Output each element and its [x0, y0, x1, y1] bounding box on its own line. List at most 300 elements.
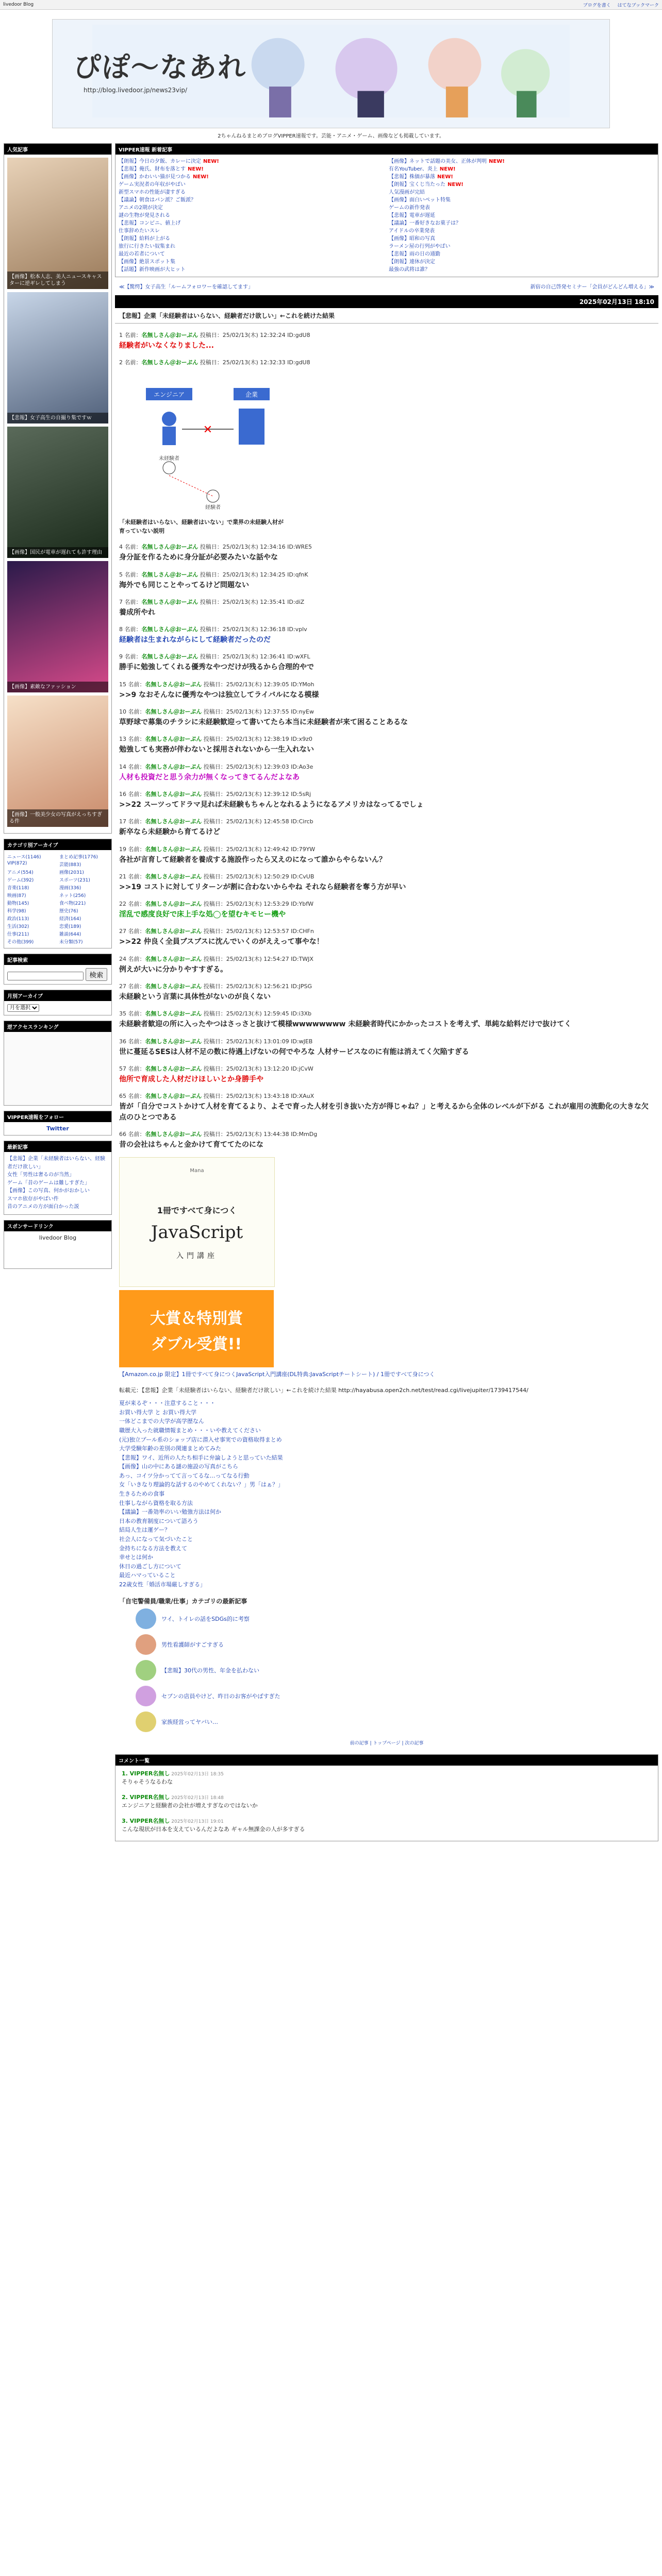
new-badge: NEW!	[188, 166, 204, 172]
news-link[interactable]: 【画像】ネットで話題の美女、正体が判明 NEW!	[389, 159, 505, 164]
comment-time: 2025年02月13日 18:48	[170, 1795, 224, 1801]
post-meta	[119, 927, 654, 935]
recent-link[interactable]: 女性「男性は奢るのが当然」	[7, 1172, 74, 1178]
ranking-heading: 逆アクセスランキング	[4, 1021, 111, 1032]
post-number: 35 名前：	[119, 1010, 145, 1018]
news-list-left	[119, 158, 385, 274]
post-body: 他所で育成した人材だけほしいとか身勝手や	[119, 1075, 263, 1083]
comment-text: そりゃそうなるわな	[122, 1778, 173, 1785]
news-link[interactable]: ゲーム実況者の年収がやばい	[119, 182, 186, 188]
archive-link[interactable]: 芸能(883)	[59, 862, 81, 868]
post-body: >>19 コストに対してリターンが割に合わないからやね それなら経験者を奪う方が早い	[119, 883, 406, 891]
archive-link[interactable]: 科学(98)	[7, 909, 26, 914]
comment-time: 2025年02月13日 18:35	[170, 1771, 224, 1777]
archive-link[interactable]: 経済(164)	[59, 917, 81, 922]
comment-post	[119, 570, 654, 590]
comment-header	[122, 1793, 652, 1802]
archive-link[interactable]: 雑談(644)	[59, 932, 81, 937]
category-thumb[interactable]	[136, 1660, 156, 1681]
archive-link[interactable]: 食べ物(221)	[59, 901, 86, 906]
post-body: 身分証を作るために身分証が必要みたいな話やな	[119, 553, 278, 562]
post-number: 10 名前：	[119, 708, 145, 716]
category-item[interactable]	[136, 1608, 654, 1629]
category-link[interactable]: ワイ、トイレの話をSDGs的に考察	[161, 1615, 250, 1622]
comment-post	[119, 817, 654, 837]
news-link[interactable]: 【話題】新作映画が大ヒット	[119, 267, 186, 273]
comment-post	[119, 982, 654, 1002]
popular-thumb[interactable]	[7, 158, 108, 289]
category-item[interactable]	[136, 1686, 654, 1706]
related-link[interactable]: 仕事しながら資格を取る方法	[119, 1499, 193, 1506]
search-heading: 記事検索	[4, 954, 111, 965]
comment	[122, 1817, 652, 1834]
news-box	[115, 143, 658, 277]
recent-link[interactable]: 【画像】この写真、何かがおかしい	[7, 1188, 90, 1194]
ad-caption[interactable]: 【Amazon.co.jp 限定】1冊ですべて身につくJavaScript入門講座(DL特典:JavaScriptチートシート) / 1冊ですべて身につく	[119, 1371, 435, 1378]
popular-caption[interactable]: 【画像】松本人志、美人ニュースキャスターに逆ギレしてしまう	[7, 272, 108, 289]
post-info: 投稿日：25/02/13(木) 13:12:20 ID:jCvW	[202, 1065, 313, 1072]
news-link[interactable]: 新型スマホの性能が凄すぎる	[119, 190, 186, 195]
archive-heading: カテゴリ別アーカイブ	[4, 839, 111, 850]
monthly-select[interactable]	[7, 1004, 39, 1012]
archive-link[interactable]: 歴史(76)	[59, 909, 78, 914]
archive-link[interactable]: 仕事(211)	[7, 932, 29, 937]
book-ad[interactable]	[119, 1157, 275, 1287]
main-column	[115, 143, 658, 1841]
post-body: 世に蔓延るSESは人材不足の数に待遇上げないの何でやろな 人材サービスなのに有能は消えてく欠陥すぎる	[119, 1047, 469, 1056]
comment-post	[119, 927, 654, 947]
related-link[interactable]: 最近ハマっていること	[119, 1572, 176, 1579]
article-nav	[119, 282, 654, 290]
post-meta	[119, 598, 654, 606]
recent-heading: 最新記事	[4, 1141, 111, 1152]
related-link[interactable]: 休日の過ごし方について	[119, 1563, 181, 1570]
banner-line2: ダブル受賞!!	[151, 1335, 242, 1354]
comment-post	[119, 598, 654, 618]
news-link[interactable]: 最近の若者について	[119, 251, 165, 257]
related-link[interactable]: 社会人になって気づいたこと	[119, 1536, 193, 1543]
category-item[interactable]	[136, 1711, 654, 1732]
archive-link[interactable]: 生活(302)	[7, 924, 29, 929]
diagram-image	[136, 378, 290, 512]
post-info: 投稿日：25/02/13(木) 13:01:09 ID:wJEB	[202, 1038, 313, 1045]
article-title[interactable]: 【悲報】企業「未経験者はいらない、経験者だけ欲しい」←これを続けた結果	[115, 308, 658, 324]
poster-name: 名無しさん＠おーぷん	[145, 1010, 202, 1018]
sponsor-link[interactable]: livedoor Blog	[39, 1234, 77, 1241]
news-link[interactable]: 最強の武将は誰？	[389, 267, 430, 273]
book-line1: 1冊ですべて身につく	[157, 1206, 237, 1216]
news-link[interactable]: 【画像】絶景スポット集	[119, 259, 175, 265]
popular-caption[interactable]: 【画像】素敵なファッション	[7, 682, 108, 692]
post-info: 投稿日：25/02/13(木) 12:32:33 ID:gdU8	[198, 359, 310, 366]
news-link[interactable]: 人気漫画が完結	[389, 190, 425, 195]
post-body: 人材も投資だと思う余力が無くなってきてるんだよなあ	[119, 773, 300, 782]
search-button[interactable]: 検索	[86, 968, 108, 981]
post-meta	[119, 845, 654, 853]
related-link[interactable]: お買い得大学 と お買い得大学	[119, 1409, 196, 1416]
post-body: 淫乱で感度良好で床上手な処◯を望むキモヒー機や	[119, 910, 286, 919]
category-link[interactable]: 男性看護師がすごすぎる	[161, 1641, 224, 1648]
post-number: 2 名前：	[119, 359, 142, 366]
prev-article-link[interactable]: ≪【驚愕】女子高生「ルームフォロワーを確認してます」	[119, 284, 253, 290]
related-link[interactable]: 生きるための食事	[119, 1490, 164, 1498]
archive-link[interactable]: アニメ(554)	[7, 870, 34, 875]
comment-text: エンジニアと経験者の会社が増えすぎなのではないか	[122, 1802, 258, 1809]
news-link[interactable]: 【朗報】連休が決定	[389, 259, 435, 265]
archive-link[interactable]: ニュース(1146)	[7, 855, 41, 860]
post-meta	[119, 872, 654, 880]
category-item[interactable]	[136, 1634, 654, 1655]
post-info: 投稿日：25/02/13(木) 12:35:41 ID:diZ	[198, 598, 305, 605]
news-list-right	[389, 158, 655, 274]
popular-thumb[interactable]	[7, 561, 108, 692]
poster-name: 名無しさん＠おーぷん	[145, 845, 202, 853]
post-number: 65 名前：	[119, 1093, 145, 1100]
post-number: 15 名前：	[119, 681, 145, 688]
post-meta	[119, 955, 654, 963]
recent-link[interactable]: 【悲報】企業「未経験者はいらない、経験者だけ欲しい」	[7, 1156, 105, 1170]
post-info: 投稿日：25/02/13(木) 12:38:19 ID:x9z0	[202, 736, 312, 743]
comment-header	[122, 1770, 652, 1778]
post-number: 13 名前：	[119, 736, 145, 743]
post-number: 1 名前：	[119, 332, 142, 338]
post-info: 投稿日：25/02/13(木) 12:39:05 ID:YMoh	[202, 681, 315, 688]
post-info: 投稿日：25/02/13(木) 13:44:38 ID:MmDg	[202, 1130, 318, 1138]
popular-caption[interactable]: 【画像】一般美少女の写真がえっちすぎる件	[7, 809, 108, 827]
poster-name: 名無しさん＠おーぷん	[145, 736, 202, 743]
poster-name: 名無しさん＠おーぷん	[145, 708, 202, 716]
comment-post	[119, 1064, 654, 1084]
bookmark-link[interactable]: はてなブックマーク	[617, 3, 659, 8]
post-number: 9 名前：	[119, 653, 142, 660]
related-link[interactable]: 22歳女性「婚活市場厳しすぎる」	[119, 1581, 206, 1588]
post-info: 投稿日：25/02/13(木) 12:53:29 ID:YbfW	[202, 901, 314, 908]
post-info: 投稿日：25/02/13(木) 12:36:41 ID:wXFL	[198, 653, 310, 660]
news-link[interactable]: 【朗報】宝くじ当たった NEW!	[389, 182, 464, 188]
post-body: 各社が言育して経験者を養成する施設作ったら又えのになって誰からやらないん？	[119, 855, 386, 864]
post-meta	[119, 625, 654, 633]
category-list	[115, 1608, 658, 1732]
related-link[interactable]: 幸せとは何か	[119, 1554, 153, 1561]
archive-link[interactable]: ゲーム(392)	[7, 878, 34, 883]
diagram-label-engineer: エンジニア	[154, 391, 185, 399]
site-logo[interactable]: ぴぽ〜なあれ	[73, 50, 246, 83]
post-info: 投稿日：25/02/13(木) 12:34:16 ID:WRE5	[198, 544, 312, 551]
news-link[interactable]: 【画像】昭和の写真	[389, 236, 435, 242]
news-link[interactable]: 旅行に行きたい奴集まれ	[119, 244, 175, 249]
archive-link[interactable]: 漫画(336)	[59, 886, 81, 891]
comment-post	[119, 900, 654, 920]
diagram-label-newcomer: 未経験者	[159, 456, 179, 462]
news-link[interactable]: アイドルの卒業発表	[389, 228, 435, 234]
posts-rest	[115, 543, 658, 1150]
post-number: 16 名前：	[119, 790, 145, 798]
related-link[interactable]: 女「いきなり理論的な話するのやめてくれない？」男「はぁ？」	[119, 1481, 284, 1488]
news-link[interactable]: ラーメン屋の行列がやばい	[389, 244, 451, 249]
news-link[interactable]: 【悲報】株価が暴落 NEW!	[389, 174, 453, 180]
search-box	[4, 954, 112, 985]
post-meta	[119, 1130, 654, 1138]
category-thumb[interactable]	[136, 1634, 156, 1655]
popular-caption[interactable]: 【悲報】女子高生の自撮り集ですｗ	[7, 413, 108, 423]
archive-link[interactable]: 未分類(57)	[59, 940, 83, 945]
category-link[interactable]: 家族経営ってヤバい…	[161, 1718, 218, 1725]
left-sidebar	[4, 143, 112, 1841]
archive-link[interactable]: 動物(145)	[7, 901, 29, 906]
news-link[interactable]: 【画像】面白いペット特集	[389, 197, 451, 203]
comment-post	[119, 543, 654, 563]
popular-thumb[interactable]	[7, 292, 108, 423]
post-info: 投稿日：25/02/13(木) 12:50:29 ID:CvUB	[202, 873, 315, 880]
new-badge: NEW!	[489, 159, 505, 164]
twitter-heading: VIPPER速報をフォロー	[4, 1111, 111, 1122]
new-badge: NEW!	[203, 159, 219, 164]
related-link[interactable]: 【悲報】ワイ、近所の人たち相手に弁論しようと思っていた結果	[119, 1454, 283, 1461]
post-number: 24 名前：	[119, 955, 145, 962]
post-body: 未経験者歓迎の所に入ったやつはさっさと抜けて模様wwwwwwww 未経験者時代にかかったコストを考えず、単純な給料だけで抜けてく	[119, 1020, 572, 1029]
related-link[interactable]: 一体どこまでの大学が高学歴なん	[119, 1418, 204, 1425]
banner-line1: 大賞＆特別賞	[150, 1310, 243, 1328]
popular-thumb[interactable]	[7, 427, 108, 558]
post-meta	[119, 762, 654, 771]
poster-name: 名無しさん＠おーぷん	[141, 653, 198, 660]
post-info: 投稿日：25/02/13(木) 12:32:24 ID:gdU8	[198, 332, 310, 338]
post-info: 投稿日：25/02/13(木) 12:53:57 ID:CHFn	[202, 928, 314, 935]
source-link[interactable]: 転載元：【悲報】企業「未経験者はいらない、経験者だけ欲しい」←これを続けた結果 http://hayabusa.open2ch.net/test/read.cgi/livejupiter/1739417544/	[119, 1386, 528, 1394]
category-link[interactable]: セブンの店員やけど、昨日のお客がやばすぎた	[161, 1692, 280, 1700]
post-meta	[119, 790, 654, 798]
post-info: 投稿日：25/02/13(木) 12:34:25 ID:qfnK	[198, 571, 308, 578]
news-link[interactable]: 【議論】朝食はパン派？ご飯派？	[119, 197, 196, 203]
commenter-name: 2. VIPPER名無し	[122, 1793, 170, 1801]
related-link[interactable]: 金持ちになる方法を教えて	[119, 1545, 187, 1552]
poster-name: 名無しさん＠おーぷん	[141, 571, 198, 578]
next-article-link[interactable]: 新宿の自己啓発セミナー「会員がどんどん増える」≫	[530, 284, 654, 290]
news-link[interactable]: アニメの2期が決定	[119, 205, 163, 211]
comment-post	[119, 331, 654, 351]
comment	[122, 1770, 652, 1786]
news-link[interactable]: 【悲報】俺氏、財布を落とす NEW!	[119, 166, 204, 172]
post-info: 投稿日：25/02/13(木) 12:37:55 ID:nyEw	[202, 708, 315, 716]
related-link[interactable]: (元)独立プール系のショップ店に潜入せ事実での資格取得まとめ	[119, 1436, 282, 1443]
comment	[122, 1793, 652, 1810]
post-number: 7 名前：	[119, 598, 142, 605]
comment-post	[119, 790, 654, 810]
news-link[interactable]: 仕事辞めたいスレ	[119, 228, 160, 234]
poster-name: 名無しさん＠おーぷん	[145, 1093, 202, 1100]
poster-name: 名無しさん＠おーぷん	[145, 955, 202, 962]
category-thumb[interactable]	[136, 1686, 156, 1706]
recent-link[interactable]: 昔のアニメの方が面白かった説	[7, 1204, 79, 1210]
comment-post	[119, 1037, 654, 1057]
post-number: 21 名前：	[119, 873, 145, 880]
comment-post	[119, 1092, 654, 1123]
top-bar	[0, 0, 662, 10]
poster-name: 名無しさん＠おーぷん	[145, 1065, 202, 1072]
related-link[interactable]: 夏が来るぞ・・・注意すること・・・	[119, 1400, 216, 1407]
poster-name: 名無しさん＠おーぷん	[141, 598, 198, 605]
popular-caption[interactable]: 【画像】国民が電車が遅れても許す理由	[7, 547, 108, 558]
site-url: http://blog.livedoor.jp/news23vip/	[84, 87, 187, 94]
comment-text: こんな現状が日本を支えているんだよなあ ギャル無課金の人が多すぎる	[122, 1825, 305, 1833]
award-banner[interactable]	[119, 1290, 274, 1367]
related-list	[119, 1399, 654, 1589]
sponsor-heading: スポンサードリンク	[4, 1221, 111, 1231]
book-line3: 入門講座	[176, 1252, 218, 1261]
post-info: 投稿日：25/02/13(木) 13:43:18 ID:XAuX	[202, 1093, 315, 1100]
news-link[interactable]: 【悲報】雨の日の通勤	[389, 251, 440, 257]
post-body: 経験者がいなくなりました...	[119, 342, 214, 350]
post-body: 例えが大いに分かりやすすぎる。	[119, 965, 228, 974]
monthly-box	[4, 990, 112, 1015]
comment-post	[119, 358, 654, 366]
recent-link[interactable]: ゲーム「昔のゲームは難しすぎた」	[7, 1180, 90, 1186]
archive-link[interactable]: スポーツ(231)	[59, 878, 90, 883]
archive-link[interactable]: 画像(2031)	[59, 870, 84, 875]
poster-name: 名無しさん＠おーぷん	[145, 1130, 202, 1138]
news-link[interactable]: 【議論】一番好きなお菓子は？	[389, 221, 461, 226]
post-meta	[119, 735, 654, 743]
post-body: 勝手に勉強してくれる優秀なやつだけが残るから合理的やで	[119, 663, 314, 672]
header-banner[interactable]	[52, 19, 610, 128]
poster-name: 名無しさん＠おーぷん	[145, 681, 202, 688]
post-number: 27 名前：	[119, 983, 145, 990]
poster-name: 名無しさん＠おーぷん	[141, 359, 198, 366]
post-body: >>9 なおそんなに優秀なやつは独立してライバルになる模様	[119, 690, 319, 699]
post-meta	[119, 982, 654, 990]
popular-heading: 人気記事	[4, 144, 111, 155]
related-link[interactable]: あっ、コイツ分かってて言ってるな…ってなる行動	[119, 1472, 250, 1479]
comments-box	[115, 1754, 658, 1841]
post-info: 投稿日：25/02/13(木) 12:49:42 ID:79YW	[202, 845, 316, 853]
post-number: 4 名前：	[119, 544, 142, 551]
comment-time: 2025年02月13日 19:01	[170, 1819, 224, 1824]
related-link[interactable]: 結局人生は運ゲー？	[119, 1527, 170, 1534]
category-thumb[interactable]	[136, 1608, 156, 1629]
new-badge: NEW!	[193, 174, 209, 180]
post-body: >>22 スーツってドラマ見れば未経験もちゃんとなれるようになるアメリカはなってるでしょ	[119, 800, 424, 809]
post-number: 14 名前：	[119, 763, 145, 770]
related-link[interactable]: 【議論】一番効率のいい勉強方法は何か	[119, 1509, 221, 1516]
archive-link[interactable]: その他(399)	[7, 940, 34, 945]
post-body: 勉強しても実務が伴わないと採用されないから一生入れない	[119, 745, 314, 754]
poster-name: 名無しさん＠おーぷん	[141, 626, 198, 633]
poster-name: 名無しさん＠おーぷん	[145, 928, 202, 935]
monthly-heading: 月別アーカイブ	[4, 990, 111, 1001]
comment-post	[119, 1009, 654, 1029]
recent-box	[4, 1141, 112, 1215]
ranking-list[interactable]	[4, 1032, 111, 1105]
news-link[interactable]: 謎の生物が発見される	[119, 213, 170, 218]
category-link[interactable]: 【悲報】30代の男性、年金を払わない	[161, 1667, 259, 1674]
comment-post	[119, 707, 654, 727]
post-meta	[119, 900, 654, 908]
post-body: 草野球で募集のチラシに未経験歓迎って書いてたら本当に未経験者が来て困ることあるな	[119, 718, 408, 727]
search-input[interactable]	[7, 972, 84, 980]
post-meta	[119, 358, 654, 366]
archive-link[interactable]: 恋愛(189)	[59, 924, 81, 929]
post-info: 投稿日：25/02/13(木) 12:59:45 ID:i3Xb	[202, 1010, 312, 1018]
comment-post	[119, 762, 654, 783]
write-blog-link[interactable]: ブログを書く	[583, 3, 611, 8]
poster-name: 名無しさん＠おーぷん	[145, 790, 202, 798]
svg-text:✕: ✕	[203, 423, 213, 437]
related-link[interactable]: 大学受験年齢の差別の関連まとめてみた	[119, 1445, 221, 1452]
popular-thumb[interactable]	[7, 696, 108, 827]
archive-link[interactable]: 音楽(118)	[7, 886, 29, 891]
poster-name: 名無しさん＠おーぷん	[145, 818, 202, 825]
brand-label[interactable]: livedoor Blog	[3, 2, 34, 7]
post-body: 経験者は生まれながらにして経験者だったのだ	[119, 636, 271, 645]
archive-link[interactable]: まとめ記事(1776)	[59, 855, 98, 860]
archive-link[interactable]: 映画(87)	[7, 893, 26, 899]
related-link[interactable]: 【画像】山の中にある謎の施設の写真がこちら	[119, 1463, 238, 1470]
comments-heading: コメント一覧	[115, 1755, 658, 1766]
related-link[interactable]: 職歴大入った就職情報まとめ・・・いや教えてください	[119, 1427, 261, 1434]
sponsor-box	[4, 1220, 112, 1269]
diagram-label-experienced: 経験者	[205, 505, 221, 511]
news-link[interactable]: 【画像】かわいい猫が見つかる NEW!	[119, 174, 209, 180]
new-badge: NEW!	[448, 182, 464, 188]
news-link[interactable]: 【朗報】給料が上がる	[119, 236, 170, 242]
post-info: 投稿日：25/02/13(木) 12:56:21 ID:JPSG	[202, 983, 312, 990]
related-link[interactable]: 日本の教育制度について語ろう	[119, 1517, 198, 1524]
archive-list	[4, 850, 111, 948]
comment-post	[119, 680, 654, 700]
post-number: 36 名前：	[119, 1038, 145, 1045]
category-item[interactable]	[136, 1660, 654, 1681]
news-link[interactable]: 【悲報】電車が遅延	[389, 213, 435, 218]
poster-name: 名無しさん＠おーぷん	[145, 901, 202, 908]
post-info: 投稿日：25/02/13(木) 12:39:03 ID:Ao3e	[202, 763, 313, 770]
commenter-name: 3. VIPPER名無し	[122, 1817, 170, 1824]
post-body: 未経験という言葉に具体性がないのが良くない	[119, 993, 271, 1002]
post-meta	[119, 1009, 654, 1018]
news-link[interactable]: ゲームの新作発表	[389, 205, 430, 211]
footer-nav[interactable]: 前の記事 | トップページ | 次の記事	[350, 1740, 424, 1746]
diagram-label-company: 企業	[245, 391, 258, 399]
comment-header	[122, 1817, 652, 1825]
post-meta	[119, 707, 654, 716]
news-link[interactable]: 有名YouTuber、炎上 NEW!	[389, 166, 456, 172]
twitter-link[interactable]: Twitter	[46, 1125, 69, 1132]
post-body: 海外でも同じことやってるけど問題ない	[119, 581, 249, 589]
post-meta	[119, 543, 654, 551]
archive-link[interactable]: VIP(872)	[7, 861, 27, 866]
popular-box	[4, 143, 112, 834]
tagline: 2ちゃんねるまとめブログVIPPER速報です。芸能・アニメ・ゲーム、画像なども掲載しています。	[218, 133, 444, 139]
top-right-links	[578, 2, 659, 8]
twitter-box	[4, 1111, 112, 1136]
archive-link[interactable]: 政治(113)	[7, 917, 29, 922]
poster-name: 名無しさん＠おーぷん	[145, 873, 202, 880]
new-badge: NEW!	[439, 166, 456, 172]
post-meta	[119, 652, 654, 660]
news-link[interactable]: 【朗報】今日の夕飯、カレーに決定 NEW!	[119, 159, 219, 164]
diagram-caption: 「未経験者はいらない、経験者はいない」で業界の未経験人材が育っていない説明	[119, 519, 284, 534]
recent-link[interactable]: スマホ依存がやばい件	[7, 1196, 59, 1202]
news-link[interactable]: 【悲報】コンビニ、値上げ	[119, 221, 181, 226]
post-meta	[119, 1064, 654, 1073]
archive-link[interactable]: ネット(256)	[59, 893, 86, 899]
post-number: 66 名前：	[119, 1130, 145, 1138]
category-thumb[interactable]	[136, 1711, 156, 1732]
book-author: Mana	[190, 1168, 204, 1174]
post-number: 17 名前：	[119, 818, 145, 825]
comment-post	[119, 625, 654, 645]
comment-post	[119, 735, 654, 755]
archive-box	[4, 839, 112, 948]
